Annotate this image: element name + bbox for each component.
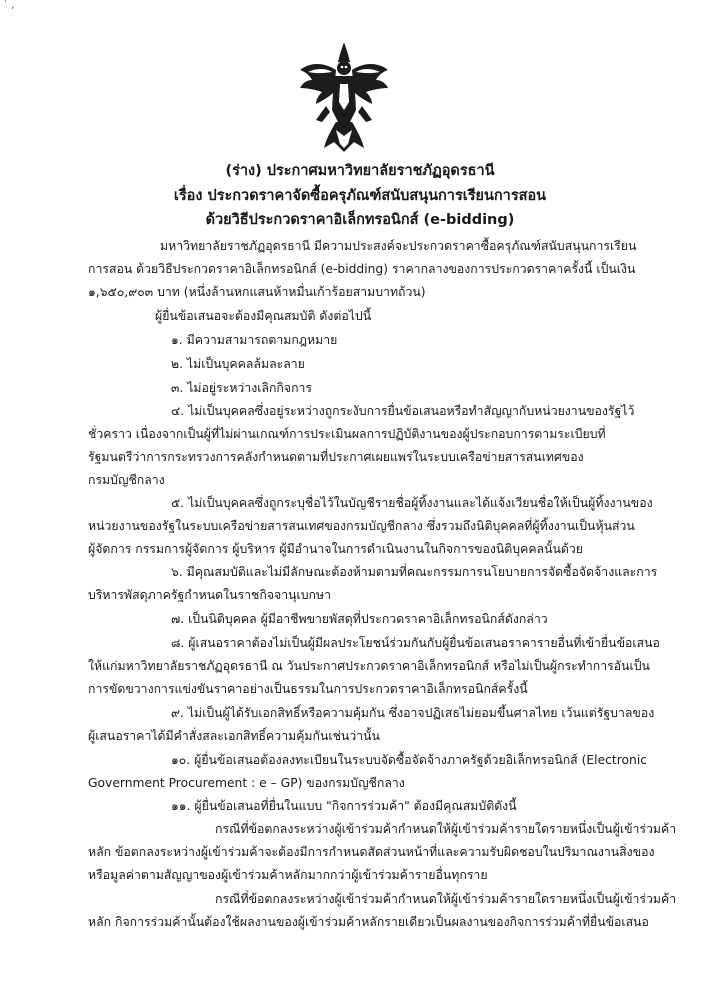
body-line: หลัก กิจการร่วมค้านั้นต้องใช้ผลงานของผู้เข้าร่วมค้าหลักรายเดียวเป็นผลงานของกิจการร่วมค้าที่ยื่นข้อเสนอ [88, 915, 649, 929]
qualification-item: ๔. ไม่เป็นบุคคลซึ่งอยู่ระหว่างถูกระงับการยื่นข้อเสนอหรือทำสัญญากับหน่วยงานของรัฐไว้ [171, 404, 635, 418]
announcement-subject: เรื่อง ประกวดราคาจัดซื้อครุภัณฑ์สนับสนุนการเรียนการสอน [173, 188, 547, 204]
body-line: การขัดขวางการแข่งขันราคาอย่างเป็นธรรมในการประกวดราคาอิเล็กทรอนิกส์ครั้งนี้ [88, 682, 528, 696]
body-line: หลัก ข้อตกลงระหว่างผู้เข้าร่วมค้าจะต้องมีการกำหนดสัดส่วนหน้าที่และความรับผิดชอบในปริมาณงานสิ่งของ [88, 845, 655, 859]
qualification-item: ๑๐. ผู้ยื่นข้อเสนอต้องลงทะเบียนในระบบจัดซื้อจัดจ้างภาครัฐด้วยอิเล็กทรอนิกส์ (Electronic [171, 753, 648, 767]
announcement-title: (ร่าง) ประกาศมหาวิทยาลัยราชภัฏอุดรธานี [225, 163, 495, 179]
body-line: ผู้จัดการ กรรมการผู้จัดการ ผู้บริหาร ผู้มีอำนาจในการดำเนินงานในกิจการของนิติบุคคลนั้นด้วย [88, 542, 583, 556]
qualification-item: ๑. มีความสามารถตามกฎหมาย [171, 333, 338, 347]
qualification-item: ๕. ไม่เป็นบุคคลซึ่งถูกระบุชื่อไว้ในบัญชีรายชื่อผู้ทิ้งงานและได้แจ้งเวียนชื่อให้เป็นผู้ทิ้งงานของ [171, 496, 653, 510]
body-line: การสอน ด้วยวิธีประกวดราคาอิเล็กทรอนิกส์ (e-bidding) ราคากลางของการประกวดราคาครั้งนี้ เป็นเงิน [88, 262, 636, 276]
body-line: รัฐมนตรีว่าการกระทรวงการคลังกำหนดตามที่ประกาศเผยแพร่ในระบบเครือข่ายสารสนเทศของ [88, 450, 584, 464]
qualification-item: ๗. เป็นนิติบุคคล ผู้มีอาชีพขายพัสดุที่ประกวดราคาอิเล็กทรอนิกส์ดังกล่าว [171, 612, 548, 626]
qualification-item: ๒. ไม่เป็นบุคคลล้มละลาย [171, 357, 305, 371]
body-line: กรณีที่ข้อตกลงระหว่างผู้เข้าร่วมค้ากำหนดให้ผู้เข้าร่วมค้ารายใดรายหนึ่งเป็นผู้เข้าร่วมค้า [215, 822, 677, 836]
body-line: ๑,๖๕๐,๙๐๓ บาท (หนึ่งล้านหกแสนห้าหมื่นเก้าร้อยสามบาทถ้วน) [88, 285, 426, 299]
body-line: หรือมูลค่าตามสัญญาของผู้เข้าร่วมค้าหลักมากกว่าผู้เข้าร่วมค้ารายอื่นทุกราย [88, 868, 488, 882]
body-line: Government Procurement : e – GP) ของกรมบัญชีกลาง [88, 776, 405, 790]
qualification-item: ๑๑. ผู้ยื่นข้อเสนอที่ยื่นในแบบ "กิจการร่วมค้า" ต้องมีคุณสมบัติดังนี้ [171, 799, 517, 813]
body-line: ชั่วคราว เนื่องจากเป็นผู้ที่ไม่ผ่านเกณฑ์การประเมินผลการปฏิบัติงานของผู้ประกอบการตามระเบียบที่ [88, 427, 606, 441]
qualification-item: ๙. ไม่เป็นผู้ได้รับเอกสิทธิ์หรือความคุ้มกัน ซึ่งอาจปฏิเสธไม่ยอมขึ้นศาลไทย เว้นแต่รัฐบาลของ [171, 706, 655, 720]
body-line: มหาวิทยาลัยราชภัฏอุดรธานี มีความประสงค์จะประกวดราคาซื้อครุภัณฑ์สนับสนุนการเรียน [160, 239, 637, 253]
body-line: หน่วยงานของรัฐในระบบเครือข่ายสารสนเทศของกรมบัญชีกลาง ซึ่งรวมถึงนิติบุคคลที่ผู้ทิ้งงานเป็นหุ้นส่วน [88, 519, 635, 533]
body-line: ผู้ยื่นข้อเสนอจะต้องมีคุณสมบัติ ดังต่อไปนี้ [155, 309, 372, 323]
body-line: กรมบัญชีกลาง [88, 473, 165, 487]
body-line: กรณีที่ข้อตกลงระหว่างผู้เข้าร่วมค้ากำหนดให้ผู้เข้าร่วมค้ารายใดรายหนึ่งเป็นผู้เข้าร่วมค้า [215, 892, 677, 906]
body-line: ให้แก่มหาวิทยาลัยราชภัฏอุดรธานี ณ วันประกาศประกวดราคาอิเล็กทรอนิกส์ หรือไม่เป็นผู้กระทำการอันเป็น [88, 659, 650, 673]
announcement-method: ด้วยวิธีประกวดราคาอิเล็กทรอนิกส์ (e-bidding) [205, 212, 515, 228]
qualification-item: ๖. มีคุณสมบัติและไม่มีลักษณะต้องห้ามตามที่คณะกรรมการนโยบายการจัดซื้อจัดจ้างและการ [171, 565, 658, 579]
qualification-item: ๓. ไม่อยู่ระหว่างเลิกกิจการ [171, 381, 313, 395]
body-line: บริหารพัสดุภาครัฐกำหนดในราชกิจจานุเบกษา [88, 588, 331, 602]
garuda-emblem-icon [296, 40, 392, 154]
scan-mark: ˙ , [3, 0, 15, 11]
qualification-item: ๘. ผู้เสนอราคาต้องไม่เป็นผู้มีผลประโยชน์ร่วมกันกับผู้ยื่นข้อเสนอราคารายอื่นที่เข้ายื่นข้อเสนอ [171, 636, 660, 650]
body-line: ผู้เสนอราคาได้มีคำสั่งสละเอกสิทธิ์ความคุ้มกันเช่นว่านั้น [88, 729, 380, 743]
